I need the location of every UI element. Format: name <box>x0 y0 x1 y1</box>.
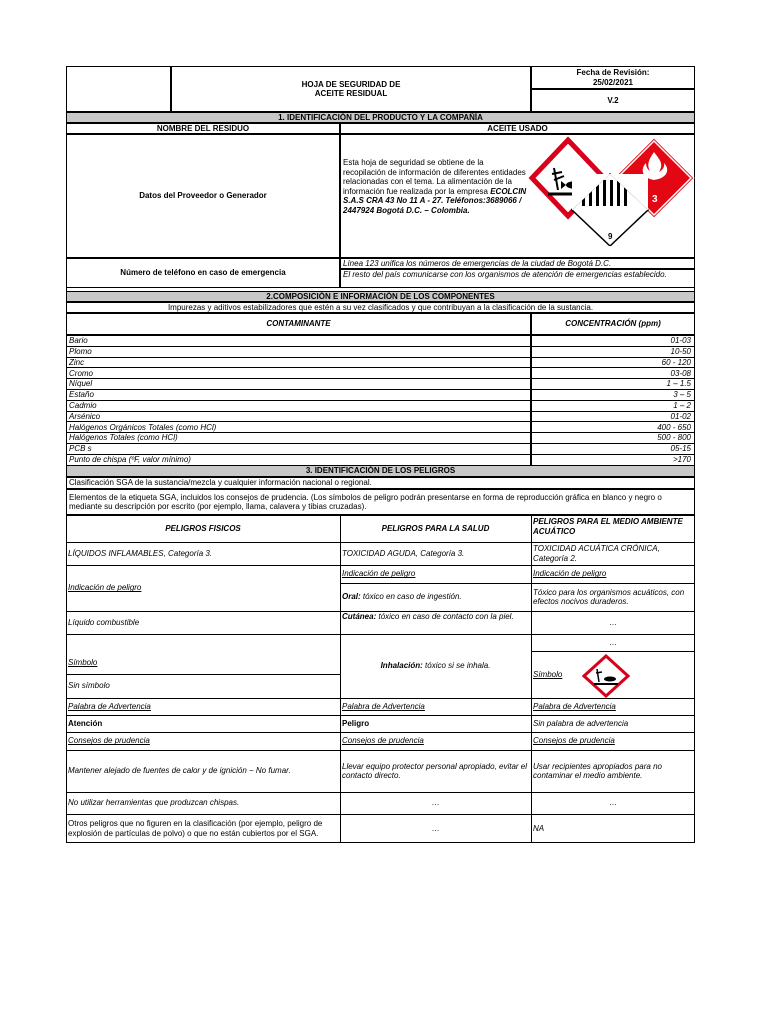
amb-toxico-text: Tóxico para los organismos acuáticos, con efectos nocivos duraderos. <box>533 587 685 606</box>
section3-title <box>66 465 695 477</box>
residue-value <box>340 123 695 134</box>
fis-sin-simbolo <box>66 674 340 698</box>
provider-info <box>343 158 528 238</box>
contaminant-header-text: CONTAMINANTE <box>266 319 331 329</box>
fis-atencion <box>66 715 340 732</box>
emergency-label <box>66 258 340 288</box>
sal-inhalacion <box>340 634 531 698</box>
emergency-label-text: Número de teléfono en caso de emergencia <box>120 268 286 278</box>
miscellaneous-hazard-icon <box>572 174 648 246</box>
fis-liquido <box>66 611 340 634</box>
ellipsis-text: … <box>431 823 440 833</box>
contaminant-concentration: 60 - 120 <box>531 357 695 369</box>
provider-label <box>66 134 340 258</box>
hazard-pictograms <box>528 136 696 246</box>
ellipsis-text: … <box>609 617 617 627</box>
sga-classification-text: Clasificación SGA de la sustancia/mezcla y cualquier información nacional o regional. <box>69 478 372 488</box>
fis-consejo-2 <box>66 792 340 814</box>
amb-indicacion <box>531 565 695 583</box>
fis-consejo-2-text: No utilizar herramientas que produzcan chispas. <box>68 798 240 808</box>
contaminant-concentration: 05-15 <box>531 443 695 455</box>
amb-consejos <box>531 732 695 750</box>
sal-palabra <box>340 698 531 715</box>
sga-label-elements <box>66 489 695 515</box>
header-peligros-ambiente <box>533 517 693 541</box>
emergency-line-1-text: Línea 123 unifica los números de emergencias de la ciudad de Bogotá D.C. <box>343 259 612 268</box>
amb-simbolo-text: Símbolo <box>533 669 563 679</box>
contaminant-name: Halógenos Orgánicos Totales (como HCl) <box>66 421 531 433</box>
amb-consejo-1 <box>531 750 695 792</box>
residue-value-text: ACEITE USADO <box>487 123 548 133</box>
amb-ellipsis-3 <box>531 792 695 814</box>
title-line-2: ACEITE RESIDUAL <box>314 89 388 98</box>
contaminant-name: Zinc <box>66 357 531 369</box>
revision-label: Fecha de Revisión: <box>576 68 650 77</box>
contaminant-concentration: 500 - 800 <box>531 432 695 444</box>
sal-peligro-text: Peligro <box>342 718 370 728</box>
provider-label-text: Datos del Proveedor o Generador <box>139 191 267 201</box>
amb-palabra <box>531 698 695 715</box>
sal-consejo-1-text: Llevar equipo protector personal apropiado, evitar el contacto directo. <box>342 761 528 780</box>
concentration-header-text: CONCENTRACIÓN (ppm) <box>565 319 661 329</box>
contaminant-name: Halógenos Totales (como HCl) <box>66 432 531 444</box>
emergency-line-2-text: El resto del país comunicarse con los organismos de atención de emergencias establecido. <box>343 270 667 279</box>
contaminant-name: PCB s <box>66 443 531 455</box>
amb-sin-palabra <box>531 715 695 732</box>
fis-consejo-1 <box>66 750 340 792</box>
amb-ellipsis-2 <box>531 634 695 651</box>
amb-na <box>531 814 695 843</box>
fis-sin-simbolo-text: Sin símbolo <box>68 681 110 691</box>
contaminant-concentration: >170 <box>531 454 695 466</box>
sal-inhal-text: tóxico si se inhala. <box>425 661 491 671</box>
contaminant-concentration: 01-02 <box>531 411 695 423</box>
amb-indicacion-text: Indicación de peligro <box>533 569 607 579</box>
amb-sin-palabra-text: Sin palabra de advertencia <box>533 718 629 728</box>
contaminant-concentration: 1 – 2 <box>531 400 695 412</box>
otros-peligros-text: Otros peligros que no figuren en la clasificación (por ejemplo, peligro de explosión de partículas de polvo) o que no están cubiertos por el SGA. <box>68 819 323 838</box>
emergency-line-2 <box>340 269 695 288</box>
fis-indicacion <box>66 565 340 611</box>
provider-company: ECOLCIN S.A.S CRA 43 No 11 A - 27. Teléfonos:3689066 / 2447924 Bogotá D.C. – Colombia. <box>343 186 527 215</box>
contaminant-name: Estaño <box>66 389 531 401</box>
col-fisicos-text: PELIGROS FISICOS <box>165 523 241 533</box>
ellipsis-text: … <box>609 637 617 647</box>
sal-consejo-1 <box>340 750 531 792</box>
header-peligros-salud <box>340 515 531 542</box>
sal-peligro <box>340 715 531 732</box>
contaminant-concentration: 01-03 <box>531 335 695 347</box>
sal-oral <box>340 583 531 611</box>
amb-category-text: TOXICIDAD ACUÁTICA CRÓNICA, Categoría 2. <box>533 544 660 563</box>
revision-date-box <box>531 66 695 89</box>
fis-simbolo <box>66 652 340 674</box>
amb-na-text: NA <box>533 823 545 833</box>
diamond-class-9: 9 <box>608 232 613 241</box>
section2-subtitle <box>66 302 695 313</box>
col-salud-text: PELIGROS PARA LA SALUD <box>381 523 490 533</box>
fis-consejos-text: Consejos de prudencia <box>68 736 150 746</box>
sal-consejos <box>340 732 531 750</box>
sal-category <box>340 542 531 565</box>
contaminant-concentration: 1 – 1.5 <box>531 378 695 390</box>
sal-cutanea <box>342 612 529 634</box>
version: V.2 <box>607 95 619 105</box>
fis-category-text: LÍQUIDOS INFLAMABLES, Categoría 3. <box>68 548 213 558</box>
otros-peligros <box>66 814 340 843</box>
section2-title-text: 2.COMPOSICIÓN E INFORMACIÓN DE LOS COMPONENTES <box>266 291 495 301</box>
fis-consejo-1-text: Mantener alejado de fuentes de calor y de ignición − No fumar. <box>68 766 291 776</box>
contaminant-concentration: 3 – 5 <box>531 389 695 401</box>
fis-atencion-text: Atención <box>68 718 103 728</box>
diamond-class-3: 3 <box>652 194 658 205</box>
section2-title <box>66 291 695 302</box>
version-box <box>531 89 695 112</box>
fis-simbolo-text: Símbolo <box>68 658 98 668</box>
sal-oral-label: Oral: <box>342 592 361 602</box>
fis-liquido-text: Líquido combustible <box>68 617 140 627</box>
emergency-line-1 <box>340 258 695 269</box>
fis-palabra-text: Palabra de Advertencia <box>68 701 151 711</box>
section3-title-text: 3. IDENTIFICACIÓN DE LOS PELIGROS <box>305 466 456 476</box>
contaminant-header <box>66 313 531 335</box>
sal-palabra-text: Palabra de Advertencia <box>342 701 425 711</box>
amb-consejo-1-text: Usar recipientes apropiados para no contaminar el medio ambiente. <box>533 761 662 780</box>
amb-consejos-text: Consejos de prudencia <box>533 736 615 746</box>
amb-palabra-text: Palabra de Advertencia <box>533 701 616 711</box>
amb-ellipsis-1 <box>531 611 695 634</box>
sal-consejos-text: Consejos de prudencia <box>342 736 424 746</box>
fis-category <box>66 542 340 565</box>
contaminant-name: Punto de chispa (ºF, valor mínimo) <box>66 454 531 466</box>
fis-palabra <box>66 698 340 715</box>
contaminant-name: Cadmio <box>66 400 531 412</box>
provider-text: Esta hoja de seguridad se obtiene de la recopilación de información de diferentes entidades relacionadas con el tema. La alimentación de la información fue realizada por la empresa <box>343 158 526 196</box>
sal-cutanea-text: tóxico en caso de contacto con la piel. <box>378 612 514 621</box>
sal-inhal-label: Inhalación: <box>380 661 423 671</box>
page-title <box>171 66 531 112</box>
ghs-environment-small-icon <box>582 654 630 698</box>
contaminant-concentration: 03-08 <box>531 367 695 379</box>
contaminant-name: Arsénico <box>66 411 531 423</box>
logo-box <box>66 66 171 112</box>
fis-consejos <box>66 732 340 750</box>
section1-title <box>66 112 695 123</box>
fis-indicacion-text: Indicación de peligro <box>68 583 142 593</box>
residue-label-text: NOMBRE DEL RESIDUO <box>156 123 250 133</box>
contaminant-name: Cromo <box>66 367 531 379</box>
sal-indicacion <box>340 565 531 583</box>
title-line-1: HOJA DE SEGURIDAD DE <box>301 79 401 89</box>
sga-label-elements-text: Elementos de la etiqueta SGA, incluidos los consejos de prudencia. (Los símbolos de peligro podrán presentarse en forma de reproducción gráfica en blanco y negro o mediante su descripción por escrito (por ejemplo, llama, calavera y tibias cruzadas). <box>69 492 662 511</box>
amb-category <box>531 542 695 565</box>
contaminant-name: Níquel <box>66 378 531 390</box>
sga-classification <box>66 477 695 489</box>
concentration-header <box>531 313 695 335</box>
sal-oral-text: tóxico en caso de ingestión. <box>362 592 462 602</box>
contaminant-name: Plomo <box>66 346 531 358</box>
sal-cutanea-label: Cutánea: <box>342 612 377 621</box>
revision-date: 25/02/2021 <box>592 77 634 87</box>
ellipsis-text: … <box>609 798 617 808</box>
ellipsis-text: … <box>431 798 440 808</box>
contaminant-name: Bario <box>66 335 531 347</box>
sal-ellipsis-3 <box>340 792 531 814</box>
sal-ellipsis-4 <box>340 814 531 843</box>
residue-label <box>66 123 340 134</box>
contaminant-concentration: 400 - 650 <box>531 421 695 433</box>
sal-indicacion-text: Indicación de peligro <box>342 569 416 579</box>
header-peligros-fisicos <box>66 515 340 542</box>
contaminant-concentration: 10-50 <box>531 346 695 358</box>
col-ambiente-text: PELIGROS PARA EL MEDIO AMBIENTE ACUÁTICO <box>533 517 683 536</box>
sal-category-text: TOXICIDAD AGUDA, Categoría 3. <box>342 548 465 558</box>
section1-title-text: 1. IDENTIFICACIÓN DEL PRODUCTO Y LA COMPAÑÍA <box>278 112 483 122</box>
section2-subtitle-text: Impurezas y aditivos estabilizadores que estén a su vez clasificados y que contribuyan a la clasificación de la sustancia. <box>167 302 594 312</box>
amb-toxico <box>531 583 695 611</box>
